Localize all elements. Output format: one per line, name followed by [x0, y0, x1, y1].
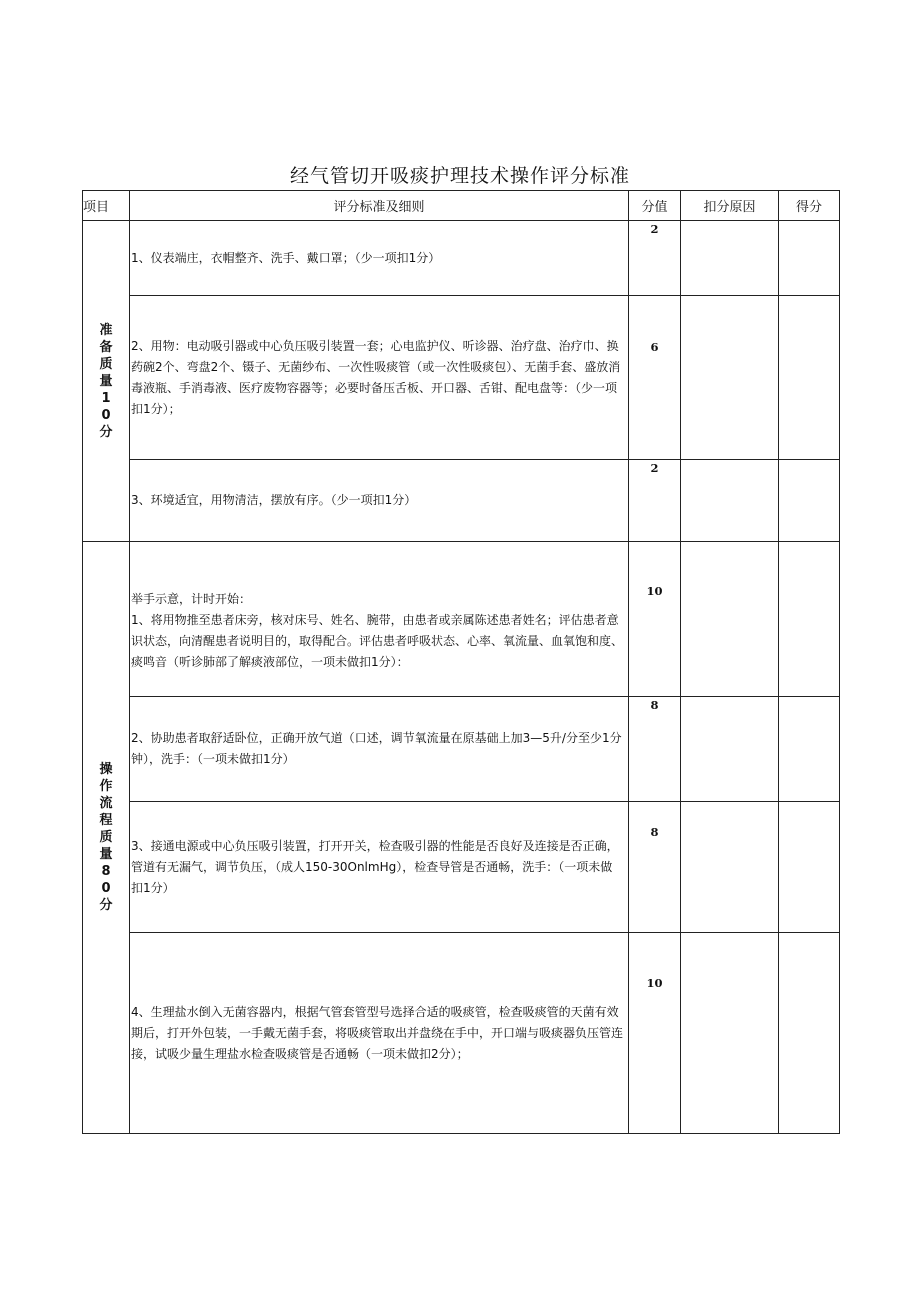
score-cell: 2 — [629, 221, 681, 296]
table-row — [83, 802, 840, 933]
table-row — [83, 697, 840, 802]
header-item: 项目 — [83, 191, 130, 221]
table-row — [83, 542, 840, 697]
header-row — [83, 191, 840, 221]
score-cell: 6 — [629, 296, 681, 460]
result-cell — [779, 460, 840, 542]
table-row — [83, 296, 840, 460]
result-cell — [779, 933, 840, 1134]
score-cell: 2 — [629, 460, 681, 542]
section-label-procedure: 操作流程质量80分 — [83, 542, 130, 1134]
score-cell: 8 — [629, 697, 681, 802]
criteria-cell: 2、用物：电动吸引器或中心负压吸引装置一套；心电监护仪、听诊器、治疗盘、治疗巾、换药碗2个、弯盘2个、镊子、无菌纱布、一次性吸痰管（或一次性吸痰包）、无菌手套、盛放消毒液瓶、手消毒液、医疗废物容器等；必要时备压舌板、开口器、舌钳、配电盘等：（少一项扣1分）； — [130, 296, 629, 460]
deduction-reason-cell — [681, 697, 779, 802]
result-cell — [779, 542, 840, 697]
header-result: 得分 — [779, 191, 840, 221]
scoring-table — [82, 190, 840, 1134]
criteria-cell: 4、生理盐水倒入无菌容器内，根据气管套管型号选择合适的吸痰管，检查吸痰管的天菌有效期后，打开外包装，一手戴无菌手套，将吸痰管取出并盘绕在手中，开口端与吸痰器负压管连接，试吸少量生理盐水检查吸痰管是否通畅（一项未做扣2分）； — [130, 933, 629, 1134]
result-cell — [779, 296, 840, 460]
deduction-reason-cell — [681, 933, 779, 1134]
section-label-preparation: 准备质量10分 — [83, 221, 130, 542]
result-cell — [779, 697, 840, 802]
header-criteria: 评分标准及细则 — [130, 191, 629, 221]
header-score: 分值 — [629, 191, 681, 221]
result-cell — [779, 221, 840, 296]
deduction-reason-cell — [681, 802, 779, 933]
deduction-reason-cell — [681, 542, 779, 697]
table-row — [83, 933, 840, 1134]
result-cell — [779, 802, 840, 933]
deduction-reason-cell — [681, 221, 779, 296]
table-row — [83, 221, 840, 296]
table-row — [83, 460, 840, 542]
score-cell: 8 — [629, 802, 681, 933]
criteria-cell: 举手示意，计时开始： 1、将用物推至患者床旁，核对床号、姓名、腕带，由患者或亲属陈述患者姓名；评估患者意识状态，向清醒患者说明目的，取得配合。评估患者呼吸状态、心率、氧流量、血氧饱和度、痰鸣音（听诊肺部了解痰液部位，一项未做扣1分）： — [130, 542, 629, 697]
deduction-reason-cell — [681, 460, 779, 542]
criteria-cell: 2、协助患者取舒适卧位，正确开放气道（口述，调节氧流量在原基础上加3—5升/分至少1分钟），洗手：（一项未做扣1分） — [130, 697, 629, 802]
criteria-cell: 3、环境适宜，用物清洁，摆放有序。（少一项扣1分） — [130, 460, 629, 542]
page-title: 经气管切开吸痰护理技术操作评分标准 — [289, 165, 630, 187]
criteria-cell: 1、仪表端庄，衣帽整齐、洗手、戴口罩；（少一项扣1分） — [130, 221, 629, 296]
criteria-cell: 3、接通电源或中心负压吸引装置，打开开关，检查吸引器的性能是否良好及连接是否正确，管道有无漏气，调节负压，（成人150-30OnlmHg），检查导管是否通畅，洗手：（一项未做扣1分） — [130, 802, 629, 933]
score-cell: 10 — [629, 933, 681, 1134]
deduction-reason-cell — [681, 296, 779, 460]
score-cell: 10 — [629, 542, 681, 697]
header-reason: 扣分原因 — [681, 191, 779, 221]
